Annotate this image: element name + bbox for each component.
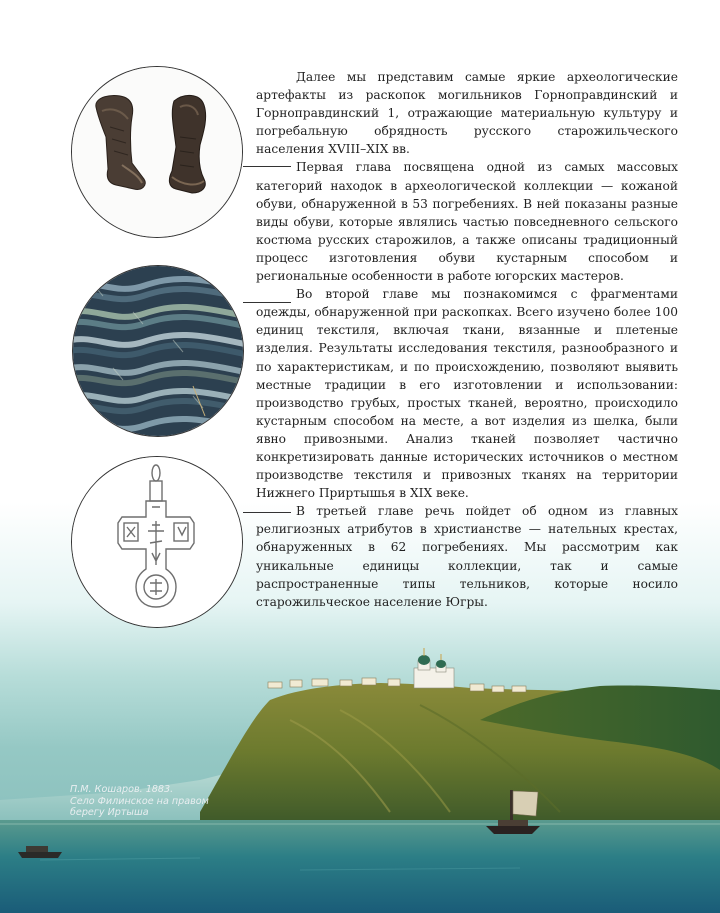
- caption-author: П.М. Кошаров. 1883.: [70, 784, 174, 795]
- pectoral-cross-image: [71, 456, 243, 628]
- body-text: [256, 68, 678, 611]
- painting-caption: [70, 784, 209, 819]
- caption-title-continued: берегу Иртыша: [70, 807, 149, 818]
- paragraph-chapter-1: Первая глава посвящена одной из самых массовых категорий находок в археологической коллекции — кожаной обуви, обнаруженной в 53 погребениях. В ней показаны разные виды обуви, которые являлись частью повседневного сельского костюма русских старожилов, а также описаны традиционный процесс изготовления обуви кустарным способом и региональные особенности в работе югорских мастеров.: [256, 160, 678, 284]
- caption-title: Село Филинское на правом: [70, 795, 209, 807]
- paragraph-chapter-3: В третьей главе речь пойдет об одном из главных религиозных атрибутов в христианстве — нательных крестах, обнаруженных в 62 погребениях. Мы рассмотрим как уникальные единицы коллекции, так и самые распространенные типы тельников, которые носило старожильческое население Югры.: [256, 504, 678, 609]
- leather-shoes-image: [71, 66, 243, 238]
- textile-braid-image: [72, 265, 244, 437]
- paragraph-chapter-2: Во второй главе мы познакомимся с фрагментами одежды, обнаруженной при раскопках. Всего изучено более 100 единиц текстиля, включая ткани, вязанные и плетеные изделия. Результаты исследования текстиля, разнообразного и по характеристикам, и по происхождению, позволяют выявить местные традиции в его изготовлении и использовании: производство грубых, простых тканей, вероятно, происходило кустарным способом на месте, а вот изделия из шелка, были явно привозными. Анализ тканей позволяет частично конкретизировать данные исторических источников о местном производстве текстиля и привозных тканях на территории Нижнего Приртышья в XIX веке.: [256, 287, 678, 501]
- paragraph-intro: Далее мы представим самые яркие археологические артефакты из раскопок могильников Горноправдинский и Горноправдинский 1, отражающие материальную культуру и погребальную обрядность русского старожильческого населения XVIII–XIX вв.: [256, 70, 678, 157]
